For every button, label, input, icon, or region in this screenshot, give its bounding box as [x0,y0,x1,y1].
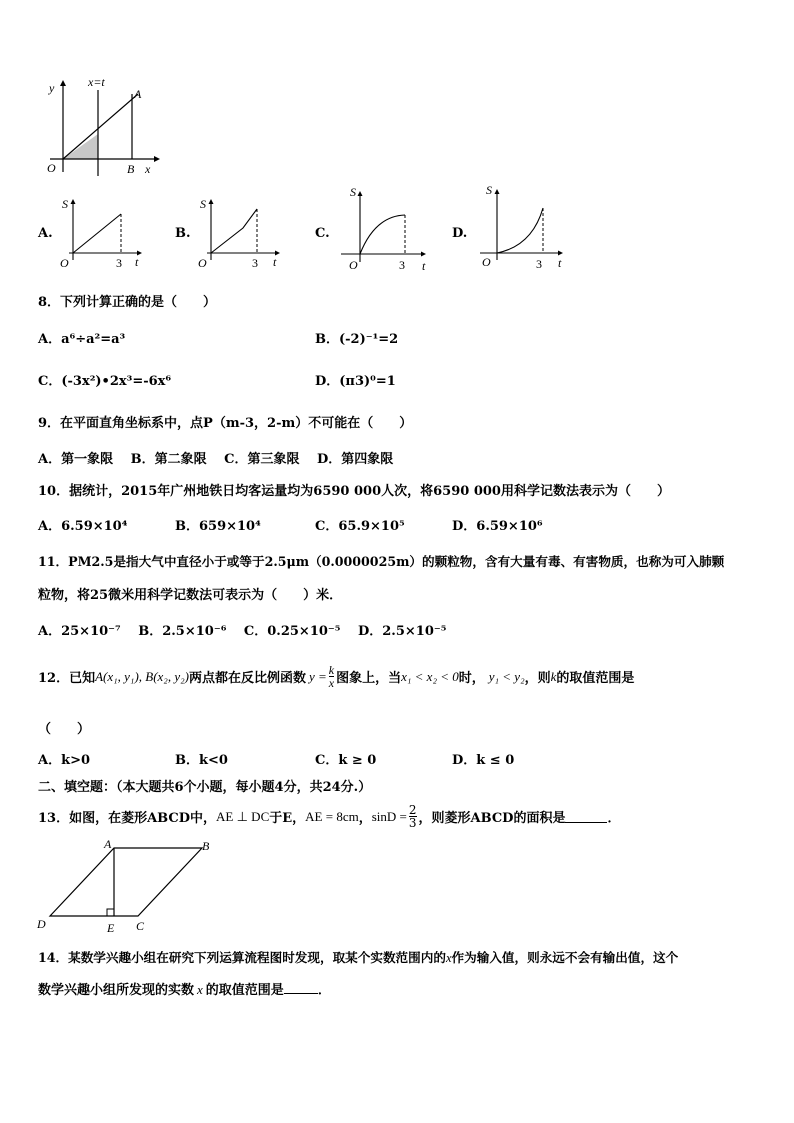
q8-stem: 8．下列计算正确的是（ ） [38,295,217,310]
q12-cond1: x₁ < x₂ < 0 [401,668,459,684]
q13-den: 3 [408,816,417,830]
option-b-graph [193,190,288,270]
q11-options: A．25×10⁻⁷ B．2.5×10⁻⁶ C．0.25×10⁻⁵ D．2.5×10⁻⁵ [38,624,447,639]
q13-cond1: AE ⊥ DC [216,808,270,824]
q13-answer-blank[interactable] [565,810,607,823]
label-b: B [202,839,210,853]
q14-answer-blank[interactable] [284,981,318,994]
q14-x1: x [445,951,452,965]
q12-option-b: B．k<0 [175,753,228,768]
q12-stem [38,664,634,689]
opt-d-label-3: 3 [536,257,542,270]
opt-b-label-t: t [273,255,277,269]
opt-c-label-t: t [422,259,426,272]
q12-func-den: x [328,676,335,690]
q9-options: A．第一象限 B．第二象限 C．第三象限 D．第四象限 [38,452,394,467]
y-axis-arrow [60,80,66,86]
q13-num: 2 [408,803,417,817]
q12-option-a: A．k>0 [38,753,91,768]
label-x: x [145,162,151,176]
q13-cond2: AE = 8cm [305,808,359,824]
q12-func-num: k [328,663,335,677]
q11-line2: 粒物，将25微米用科学记数法可表示为（ ）米． [38,588,343,603]
q12-post2: 的取值范围是 [556,671,635,686]
option-a-letter: A. [38,226,53,241]
q11-line1: 11．PM2.5是指大气中直径小于或等于2.5μm（0.0000025m）的颗粒物，含有大量有毒、有害物质，也称为可入肺颗 [38,554,725,569]
opt-b-label-3: 3 [252,256,258,270]
label-e: E [107,921,115,935]
rhombus-abcd [50,848,202,916]
option-c-letter: C. [315,226,330,241]
option-d-graph [470,180,575,270]
opt-d-label-o: O [482,255,491,269]
q8-option-c: C．(-3x²)•2x³=-6x⁶ [38,374,172,389]
main-figure [30,72,165,182]
opt-d-x-arrow [558,251,563,256]
q12-option-c: C．k ≥ 0 [315,753,377,768]
option-a-graph [55,190,150,270]
q12-fraction [329,664,334,689]
q13-mid2: ， [358,811,372,826]
q8-option-d: D．(π3)⁰=1 [315,374,396,389]
opt-d-label-s: S [486,183,492,197]
opt-a-y-arrow [71,199,76,204]
rhombus-figure [30,836,220,936]
opt-c-label-s: S [350,185,356,199]
opt-a-label-s: S [62,197,68,211]
opt-c-y-arrow [358,191,363,196]
shaded-triangle [63,134,98,159]
opt-c-label-o: O [349,258,358,272]
q12-paren: （ ） [38,722,91,737]
q13-end: ． [607,811,621,826]
q14-end: ． [317,983,331,998]
q10-option-d: D．6.59×10⁶ [452,519,543,534]
q10-option-b: B．659×10⁴ [175,519,261,534]
opt-b-curve [211,209,257,253]
q12-mid: 两点都在反比例函数 [188,671,306,686]
q14-line2 [38,979,331,998]
label-a: A [104,837,112,851]
q8-option-a: A．a⁶÷a²=a³ [38,332,126,347]
label-c: C [136,919,145,933]
q14-line1b: 作为输入值，则永远不会有输出值，这个 [451,950,679,965]
q14-x2: x [197,982,203,997]
option-d-letter: D. [452,226,468,241]
option-c-graph [333,182,438,272]
q12-cond2: y₁ < y₂ [488,668,525,684]
q12-k: k [550,668,557,684]
q12-pre: 12．已知 [38,671,96,686]
opt-c-x-arrow [421,252,426,257]
right-angle-mark [107,909,114,916]
label-y: y [49,81,55,95]
option-b-letter: B. [175,226,191,241]
q13-fraction [409,804,417,829]
q10-option-c: C．65.9×10⁵ [315,519,405,534]
q8-option-b: B．(-2)⁻¹=2 [315,332,399,347]
q12-points: A(x₁, y₁), B(x₂, y₂) [95,668,189,684]
q12-post: ，则 [524,671,551,686]
q12-option-d: D．k ≤ 0 [452,753,515,768]
opt-d-y-arrow [495,189,500,194]
q13-sin: sinD = [371,808,407,824]
opt-a-label-3: 3 [116,256,122,270]
section2-heading: 二、填空题：（本大题共6个小题，每小题4分，共24分.） [38,780,372,795]
q9-stem: 9．在平面直角坐标系中，点P（m-3，2-m）不可能在（ ） [38,416,413,431]
q13-stem [38,804,620,829]
label-x-equals-t: x=t [88,75,105,89]
q12-mid3: 时， [458,671,485,686]
q14-line2b: 的取值范围是 [205,983,284,998]
q10-stem: 10．据统计，2015年广州地铁日均客运量均为6590 000人次，将6590 000用科学记数法表示为（ ） [38,484,670,499]
label-o: O [47,161,56,175]
opt-a-curve [73,214,121,253]
opt-b-label-o: O [198,256,207,270]
q14-line1a: 14．某数学兴趣小组在研究下列运算流程图时发现，取某个实数范围内的 [38,950,446,965]
q14-line2a: 数学兴趣小组所发现的实数 [38,983,195,998]
label-d: D [37,917,46,931]
q13-pre: 13．如图，在菱形ABCD中， [38,811,217,826]
q12-func-lhs: y = [308,668,327,684]
opt-b-y-arrow [209,199,214,204]
opt-d-curve [497,208,543,253]
q13-post: ，则菱形ABCD的面积是 [418,811,566,826]
opt-c-label-3: 3 [399,258,405,272]
q12-mid2: 图象上，当 [336,671,402,686]
q10-option-a: A．6.59×10⁴ [38,519,128,534]
label-b: B [127,162,135,176]
line-oa [63,94,138,159]
label-a: A [134,87,142,101]
opt-a-label-o: O [60,256,69,270]
opt-b-label-s: S [200,197,206,211]
opt-d-label-t: t [558,256,562,270]
opt-c-curve [360,215,405,254]
q14-line1 [38,947,678,966]
opt-a-label-t: t [135,255,139,269]
x-axis-arrow [154,156,160,162]
q13-mid: 于E， [269,811,306,826]
